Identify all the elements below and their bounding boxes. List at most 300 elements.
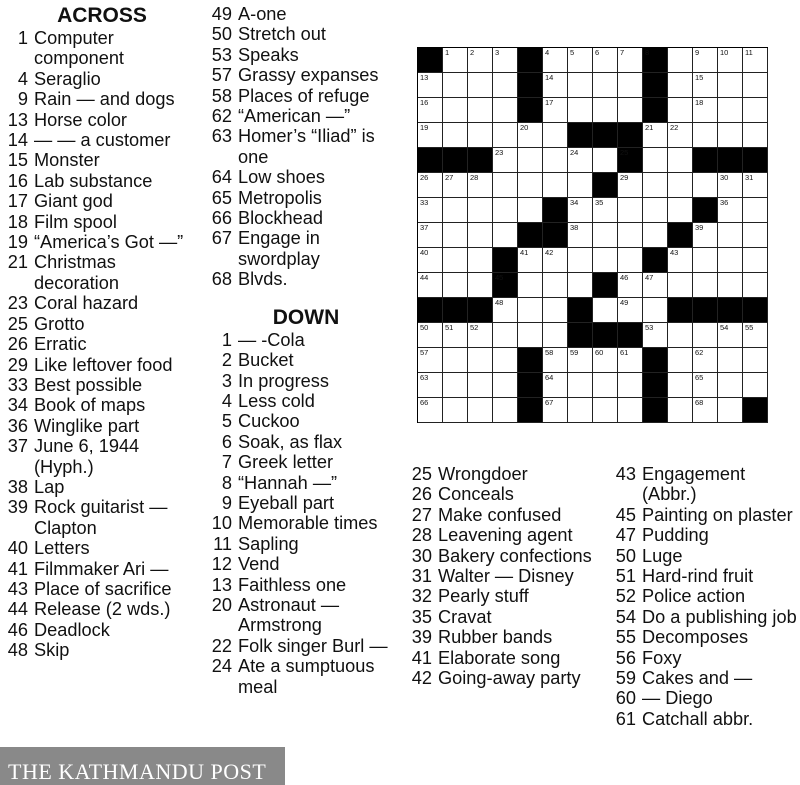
clue-item: [406, 505, 611, 525]
grid-cell[interactable]: [693, 73, 718, 98]
grid-cell[interactable]: [493, 223, 518, 248]
grid-cell[interactable]: [693, 373, 718, 398]
cell-number: 11: [745, 48, 753, 57]
grid-cell[interactable]: [518, 173, 543, 198]
cell-number: 52: [470, 323, 479, 332]
grid-cell[interactable]: [443, 198, 468, 223]
clue-number: 2: [221, 350, 232, 371]
grid-cell[interactable]: [718, 398, 743, 423]
clue-text: Metropolis: [238, 187, 322, 208]
clue-number: 44: [7, 599, 28, 620]
cell-number: 13: [420, 73, 429, 82]
grid-cell[interactable]: [468, 123, 493, 148]
grid-block: [593, 173, 618, 198]
grid-cell[interactable]: [543, 273, 568, 298]
grid-cell[interactable]: [593, 398, 618, 423]
grid-cell[interactable]: [468, 323, 493, 348]
grid-cell[interactable]: [443, 348, 468, 373]
clue-item: [206, 595, 406, 636]
clue-number: 51: [615, 566, 636, 587]
grid-cell[interactable]: [718, 98, 743, 123]
grid-cell[interactable]: [743, 198, 768, 223]
grid-cell[interactable]: [743, 173, 768, 198]
clue-number: 24: [211, 656, 232, 677]
clue-item: [206, 371, 406, 391]
clue-number: 61: [615, 708, 636, 729]
grid-cell[interactable]: [718, 323, 743, 348]
grid-block: [693, 148, 718, 173]
grid-cell[interactable]: [493, 48, 518, 73]
grid-block: [543, 223, 568, 248]
grid-cell[interactable]: [568, 173, 593, 198]
grid-cell[interactable]: [518, 148, 543, 173]
grid-cell[interactable]: [668, 148, 693, 173]
clue-item: [406, 525, 611, 545]
grid-cell[interactable]: [618, 223, 643, 248]
clue-number: 9: [221, 492, 232, 513]
grid-cell[interactable]: [443, 123, 468, 148]
cell-number: 60: [595, 348, 604, 357]
clue-number: 43: [7, 578, 28, 599]
clue-text: Christmas decoration: [34, 252, 119, 293]
grid-cell[interactable]: [543, 298, 568, 323]
grid-cell[interactable]: [593, 373, 618, 398]
grid-cell[interactable]: [693, 223, 718, 248]
clue-text: Lap: [34, 476, 65, 497]
clue-text: Decomposes: [642, 627, 749, 648]
grid-block: [593, 273, 618, 298]
clue-text: Letters: [34, 538, 90, 559]
grid-cell[interactable]: [518, 273, 543, 298]
grid-cell[interactable]: [693, 273, 718, 298]
grid-cell[interactable]: [418, 198, 443, 223]
grid-cell[interactable]: [543, 373, 568, 398]
grid-cell[interactable]: [468, 98, 493, 123]
clue-number: 63: [211, 126, 232, 147]
grid-block: [618, 123, 643, 148]
cell-number: 22: [670, 123, 679, 132]
grid-cell[interactable]: [468, 373, 493, 398]
clue-item: [2, 538, 202, 558]
clue-text: “Hannah —”: [238, 472, 338, 493]
grid-cell[interactable]: [743, 123, 768, 148]
grid-cell[interactable]: [693, 48, 718, 73]
grid-cell[interactable]: [418, 248, 443, 273]
grid-cell[interactable]: [593, 348, 618, 373]
clue-item: [406, 546, 611, 566]
cell-number: 6: [595, 48, 600, 57]
clue-number: 40: [7, 538, 28, 559]
grid-cell[interactable]: [718, 248, 743, 273]
grid-cell[interactable]: [493, 398, 518, 423]
cell-number: 63: [420, 373, 429, 382]
grid-cell[interactable]: [493, 73, 518, 98]
grid-cell[interactable]: [568, 48, 593, 73]
down-column-2: [406, 464, 611, 688]
grid-cell[interactable]: [443, 73, 468, 98]
grid-cell[interactable]: [493, 173, 518, 198]
grid-cell[interactable]: [693, 348, 718, 373]
grid-cell[interactable]: [618, 98, 643, 123]
grid-cell[interactable]: [668, 73, 693, 98]
clue-text: Conceals: [438, 484, 514, 505]
clue-text: “America’s Got —”: [34, 232, 184, 253]
grid-cell[interactable]: [668, 173, 693, 198]
grid-cell[interactable]: [418, 73, 443, 98]
clue-text: Speaks: [238, 44, 299, 65]
clue-text: In progress: [238, 370, 329, 391]
clue-number: 21: [7, 252, 28, 273]
clue-item: [206, 45, 406, 65]
clue-item: [2, 436, 202, 477]
grid-cell[interactable]: [568, 373, 593, 398]
grid-cell[interactable]: [693, 248, 718, 273]
grid-cell[interactable]: [718, 48, 743, 73]
cell-number: 45: [495, 273, 504, 282]
grid-cell[interactable]: [743, 323, 768, 348]
cell-number: 41: [520, 248, 529, 257]
grid-cell[interactable]: [443, 323, 468, 348]
clue-text: Folk singer Burl —: [238, 635, 388, 656]
grid-cell[interactable]: [493, 123, 518, 148]
grid-cell[interactable]: [418, 98, 443, 123]
grid-cell[interactable]: [668, 198, 693, 223]
grid-cell[interactable]: [443, 173, 468, 198]
grid-cell[interactable]: [443, 398, 468, 423]
clue-number: 54: [615, 606, 636, 627]
down-heading: DOWN: [272, 305, 340, 329]
clue-item: [206, 452, 406, 472]
clue-item: [206, 126, 406, 167]
grid-cell[interactable]: [743, 48, 768, 73]
grid-cell[interactable]: [618, 73, 643, 98]
grid-cell[interactable]: [643, 273, 668, 298]
clue-text: Walter — Disney: [438, 566, 574, 587]
grid-cell[interactable]: [543, 73, 568, 98]
clue-number: 57: [211, 65, 232, 86]
grid-cell[interactable]: [643, 123, 668, 148]
cell-number: 21: [645, 123, 654, 132]
grid-cell[interactable]: [743, 248, 768, 273]
grid-cell[interactable]: [518, 323, 543, 348]
cell-number: 17: [545, 98, 554, 107]
clue-number: 29: [7, 354, 28, 375]
grid-cell[interactable]: [743, 373, 768, 398]
clue-text: Homer’s “Iliad” is one: [238, 126, 375, 167]
grid-cell[interactable]: [418, 398, 443, 423]
clue-number: 42: [411, 668, 432, 689]
clue-text: Grassy expanses: [238, 65, 379, 86]
grid-cell[interactable]: [668, 348, 693, 373]
grid-cell[interactable]: [693, 123, 718, 148]
grid-cell[interactable]: [618, 198, 643, 223]
clue-item: [2, 110, 202, 130]
clue-number: 49: [211, 4, 232, 24]
grid-cell[interactable]: [643, 223, 668, 248]
grid-block: [543, 198, 568, 223]
clue-item: [206, 636, 406, 656]
grid-cell[interactable]: [618, 173, 643, 198]
grid-cell[interactable]: [543, 173, 568, 198]
grid-cell[interactable]: [468, 223, 493, 248]
clue-number: 17: [7, 191, 28, 212]
clue-item: [2, 559, 202, 579]
cell-number: 16: [420, 98, 429, 107]
grid-cell[interactable]: [593, 73, 618, 98]
grid-cell[interactable]: [718, 173, 743, 198]
grid-cell[interactable]: [593, 198, 618, 223]
grid-cell[interactable]: [443, 248, 468, 273]
grid-block: [643, 348, 668, 373]
grid-cell[interactable]: [618, 373, 643, 398]
clue-text: Catchall abbr.: [642, 708, 754, 729]
clue-item: [406, 484, 611, 504]
grid-cell[interactable]: [593, 148, 618, 173]
grid-cell[interactable]: [568, 248, 593, 273]
grid-cell[interactable]: [468, 273, 493, 298]
clue-text: Bakery confections: [438, 545, 592, 566]
grid-block: [493, 273, 518, 298]
clue-text: Deadlock: [34, 619, 110, 640]
grid-cell[interactable]: [543, 123, 568, 148]
clue-number: 11: [213, 533, 232, 554]
grid-cell[interactable]: [693, 323, 718, 348]
clue-text: Pearly stuff: [438, 586, 529, 607]
clue-text: — -Cola: [238, 329, 305, 350]
cell-number: 53: [645, 323, 654, 332]
grid-cell[interactable]: [718, 373, 743, 398]
cell-number: 51: [445, 323, 454, 332]
cell-number: 49: [620, 298, 629, 307]
grid-cell[interactable]: [568, 223, 593, 248]
grid-cell[interactable]: [718, 273, 743, 298]
grid-cell[interactable]: [668, 98, 693, 123]
clue-number: 65: [211, 187, 232, 208]
grid-cell[interactable]: [643, 298, 668, 323]
grid-cell[interactable]: [543, 398, 568, 423]
clue-item: [206, 4, 406, 24]
grid-cell[interactable]: [593, 48, 618, 73]
grid-cell[interactable]: [718, 348, 743, 373]
grid-cell[interactable]: [518, 123, 543, 148]
grid-cell[interactable]: [693, 98, 718, 123]
clue-text: Filmmaker Ari —: [34, 558, 169, 579]
grid-cell[interactable]: [418, 223, 443, 248]
grid-cell[interactable]: [493, 298, 518, 323]
grid-cell[interactable]: [568, 198, 593, 223]
cell-number: 1: [445, 48, 450, 57]
grid-cell[interactable]: [718, 223, 743, 248]
grid-cell[interactable]: [643, 323, 668, 348]
grid-cell[interactable]: [743, 98, 768, 123]
clue-text: Rain — and dogs: [34, 89, 175, 110]
clue-item: [206, 473, 406, 493]
grid-cell[interactable]: [593, 248, 618, 273]
clue-text: Cakes and —: [642, 668, 753, 689]
grid-cell[interactable]: [593, 298, 618, 323]
cell-number: 55: [745, 323, 754, 332]
clue-item: [406, 648, 611, 668]
grid-cell[interactable]: [493, 198, 518, 223]
grid-cell[interactable]: [543, 248, 568, 273]
grid-cell[interactable]: [668, 323, 693, 348]
grid-cell[interactable]: [743, 273, 768, 298]
clue-item: [2, 232, 202, 252]
grid-cell[interactable]: [418, 373, 443, 398]
cell-number: 29: [620, 173, 629, 182]
grid-cell[interactable]: [543, 323, 568, 348]
grid-block: [743, 148, 768, 173]
grid-cell[interactable]: [468, 48, 493, 73]
clue-item: [206, 554, 406, 574]
grid-block: [718, 148, 743, 173]
cell-number: 68: [695, 398, 704, 407]
grid-cell[interactable]: [568, 273, 593, 298]
grid-cell[interactable]: [418, 123, 443, 148]
grid-cell[interactable]: [468, 73, 493, 98]
cell-number: 19: [420, 123, 429, 132]
clue-text: Memorable times: [238, 513, 378, 534]
cell-number: 34: [570, 198, 579, 207]
grid-cell[interactable]: [618, 298, 643, 323]
grid-cell[interactable]: [443, 273, 468, 298]
grid-cell[interactable]: [543, 48, 568, 73]
grid-cell[interactable]: [568, 98, 593, 123]
grid-cell[interactable]: [568, 148, 593, 173]
grid-cell[interactable]: [718, 198, 743, 223]
clue-item: [610, 607, 798, 627]
grid-cell[interactable]: [568, 73, 593, 98]
grid-cell[interactable]: [518, 298, 543, 323]
clue-number: 14: [7, 130, 28, 151]
grid-cell[interactable]: [693, 173, 718, 198]
clue-text: Giant god: [34, 191, 113, 212]
clue-number: 68: [211, 269, 232, 290]
clue-item: [406, 586, 611, 606]
grid-cell[interactable]: [543, 98, 568, 123]
clue-text: Rock guitarist — Clapton: [34, 497, 168, 538]
grid-cell[interactable]: [518, 248, 543, 273]
grid-cell[interactable]: [443, 373, 468, 398]
clue-text: Less cold: [238, 390, 315, 411]
clue-text: Pudding: [642, 525, 709, 546]
grid-cell[interactable]: [468, 173, 493, 198]
grid-block: [518, 98, 543, 123]
grid-cell[interactable]: [493, 373, 518, 398]
grid-cell[interactable]: [643, 198, 668, 223]
cell-number: 9: [695, 48, 700, 57]
grid-cell[interactable]: [643, 148, 668, 173]
grid-cell[interactable]: [668, 48, 693, 73]
clue-item: [2, 130, 202, 150]
grid-cell[interactable]: [518, 198, 543, 223]
down-clue-list-continued: [406, 464, 611, 688]
grid-cell[interactable]: [718, 123, 743, 148]
grid-cell[interactable]: [593, 98, 618, 123]
clue-number: 39: [411, 627, 432, 648]
clue-text: Engagement (Abbr.): [642, 464, 746, 505]
grid-cell[interactable]: [468, 348, 493, 373]
grid-cell[interactable]: [418, 348, 443, 373]
grid-cell[interactable]: [618, 248, 643, 273]
clue-number: 10: [211, 513, 232, 534]
grid-block: [693, 298, 718, 323]
down-column-3: [610, 464, 798, 729]
grid-cell[interactable]: [743, 73, 768, 98]
grid-cell[interactable]: [618, 398, 643, 423]
grid-cell[interactable]: [568, 348, 593, 373]
grid-cell[interactable]: [418, 273, 443, 298]
grid-cell[interactable]: [668, 123, 693, 148]
cell-number: 15: [695, 73, 704, 82]
grid-cell[interactable]: [468, 198, 493, 223]
grid-cell[interactable]: [493, 98, 518, 123]
grid-block: [568, 298, 593, 323]
grid-cell[interactable]: [418, 323, 443, 348]
clue-number: 4: [221, 390, 232, 411]
grid-cell[interactable]: [668, 248, 693, 273]
grid-cell[interactable]: [668, 373, 693, 398]
grid-block: [643, 98, 668, 123]
grid-cell[interactable]: [468, 398, 493, 423]
grid-cell[interactable]: [618, 273, 643, 298]
grid-cell[interactable]: [718, 73, 743, 98]
grid-cell[interactable]: [543, 348, 568, 373]
clue-text: — — a customer: [34, 130, 171, 151]
clue-text: Foxy: [642, 647, 682, 668]
grid-cell[interactable]: [643, 173, 668, 198]
grid-cell[interactable]: [418, 173, 443, 198]
grid-cell[interactable]: [443, 98, 468, 123]
cell-number: 43: [670, 248, 679, 257]
cell-number: 62: [695, 348, 704, 357]
grid-cell[interactable]: [743, 348, 768, 373]
grid-cell[interactable]: [668, 398, 693, 423]
clue-number: 8: [221, 472, 232, 493]
clue-number: 62: [211, 106, 232, 127]
clue-number: 30: [411, 545, 432, 566]
clue-item: [206, 432, 406, 452]
grid-cell[interactable]: [543, 148, 568, 173]
grid-cell[interactable]: [443, 223, 468, 248]
grid-cell[interactable]: [618, 348, 643, 373]
grid-cell[interactable]: [468, 248, 493, 273]
grid-block: [518, 398, 543, 423]
grid-cell[interactable]: [443, 48, 468, 73]
grid-cell[interactable]: [568, 398, 593, 423]
grid-cell[interactable]: [593, 223, 618, 248]
grid-block: [418, 148, 443, 173]
clue-item: [206, 188, 406, 208]
across-heading: ACROSS: [57, 4, 147, 27]
grid-cell[interactable]: [493, 348, 518, 373]
grid-cell[interactable]: [618, 48, 643, 73]
clue-number: 41: [7, 558, 28, 579]
clue-text: Like leftover food: [34, 354, 173, 375]
grid-cell[interactable]: [493, 323, 518, 348]
clue-item: [2, 150, 202, 170]
grid-cell[interactable]: [743, 223, 768, 248]
clue-item: [206, 411, 406, 431]
cell-number: 2: [470, 48, 475, 57]
grid-cell[interactable]: [693, 398, 718, 423]
grid-cell[interactable]: [493, 148, 518, 173]
grid-cell[interactable]: [668, 273, 693, 298]
grid-block: [418, 48, 443, 73]
clue-item: [406, 607, 611, 627]
cell-number: 58: [545, 348, 554, 357]
clue-number: 31: [411, 566, 432, 587]
